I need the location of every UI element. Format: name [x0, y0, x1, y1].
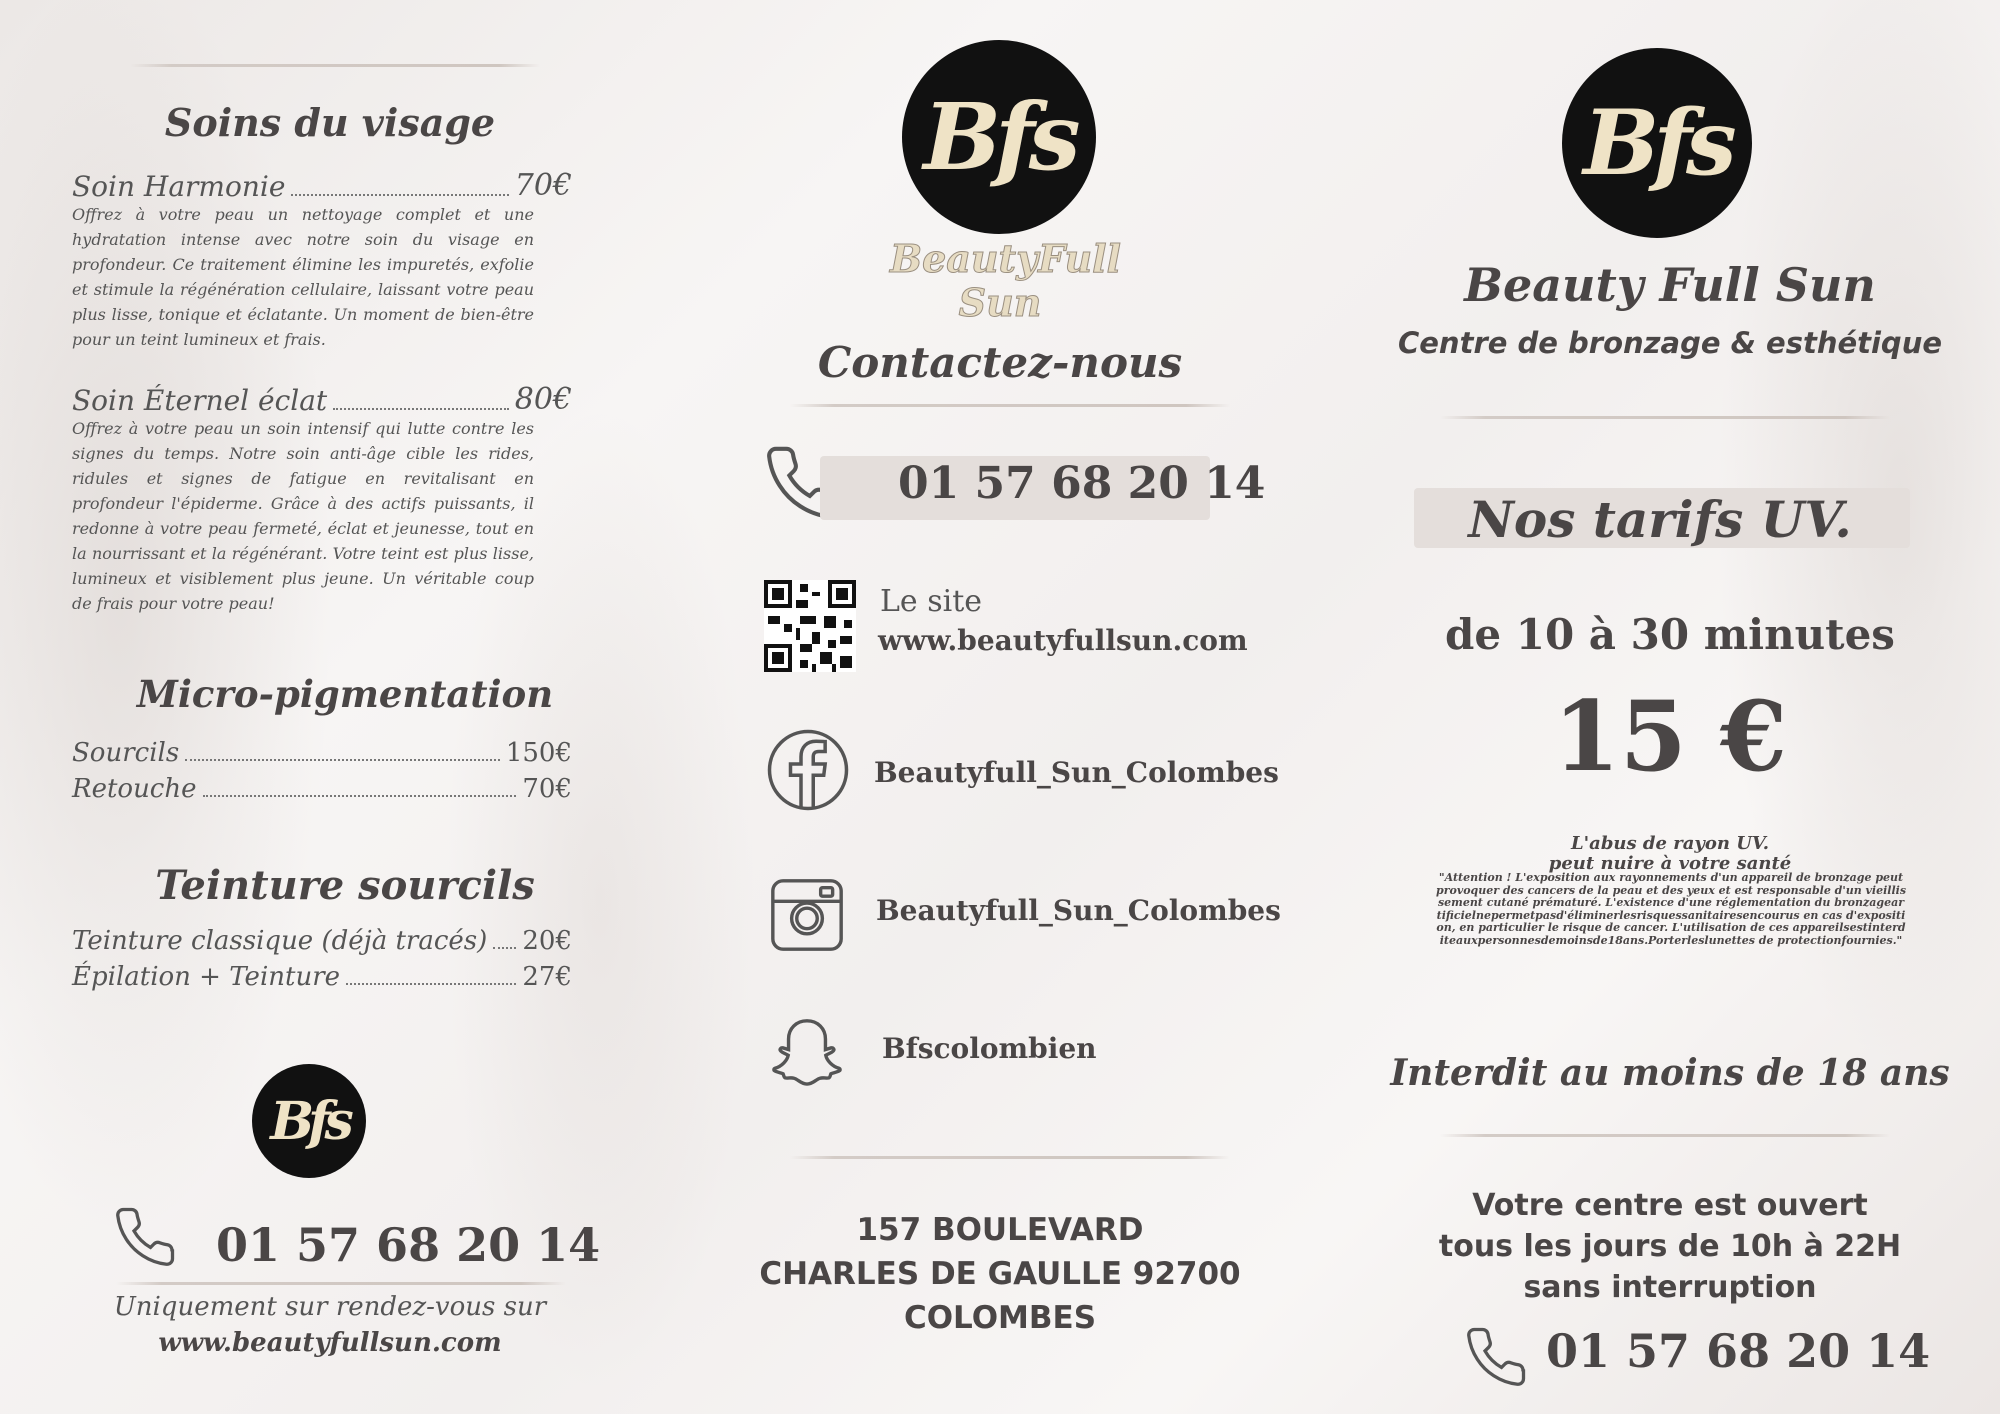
appointment-site[interactable]: www.beautyfullsun.com — [158, 1328, 502, 1358]
logo-subtitle-1: BeautyFull — [890, 236, 1121, 281]
warning-text: "Attention ! L'exposition aux rayonnements d'un appareil de bronzage peut provoquer des cancers de la peau et des yeux et est responsable d'un vieillissement cutané prématuré. L'existence d'une réglementation du bronzageartificielnepermetpasd'éliminerlesrisquessanitairesencourus en cas d'exposition, en particulier le risque de cancer. L'utilisation de ces appareilsestinterditeauxpersonnesdemoinsde18ans.Porterleslunettes de protectionfournies." — [1436, 871, 1907, 947]
facial-item-eternel — [72, 382, 572, 417]
dot-leader — [185, 759, 500, 761]
left-top-divider — [130, 64, 540, 67]
right-phone-number[interactable]: 01 57 68 20 14 — [1546, 1324, 1931, 1378]
hours-line-1: Votre centre est ouvert — [1472, 1188, 1868, 1223]
right-panel — [1340, 0, 2000, 1414]
address-line-1: 157 BOULEVARD — [856, 1212, 1144, 1248]
snapchat-handle[interactable]: Bfscolombien — [882, 1032, 1097, 1065]
logo-subtitle-2: Sun — [958, 280, 1042, 325]
tint-item-epilation — [72, 962, 572, 992]
left-phone-number[interactable]: 01 57 68 20 14 — [216, 1218, 601, 1272]
hours-line-2: tous les jours de 10h à 22H — [1438, 1229, 1902, 1264]
contact-title: Contactez-nous — [817, 338, 1183, 387]
item-price: 27€ — [522, 962, 572, 992]
middle-panel — [660, 0, 1340, 1414]
facial-desc-harmonie: Offrez à votre peau un nettoyage complet et une hydratation intense avec notre soin du visage en profondeur. Ce traitement élimine les impuretés, exfolie et stimule la régénération cellulaire, laissant votre peau plus lisse, tonique et éclatante. Un moment de bien-être pour un teint lumineux et frais. — [72, 205, 534, 349]
instagram-icon[interactable] — [766, 874, 848, 956]
dot-leader — [291, 194, 508, 196]
appointment-line: Uniquement sur rendez-vous sur — [113, 1292, 547, 1322]
micro-item-sourcils — [72, 738, 572, 768]
dot-leader — [493, 947, 516, 949]
middle-top-divider — [790, 404, 1230, 407]
logo-text: Bfs — [923, 83, 1075, 191]
warning-title-2: peut nuire à votre santé — [1548, 853, 1792, 874]
instagram-handle[interactable]: Beautyfull_Sun_Colombes — [876, 894, 1281, 927]
site-label: Le site — [880, 584, 983, 619]
left-logo — [252, 1064, 366, 1178]
snapchat-icon[interactable] — [764, 1014, 850, 1096]
logo-text: Bfs — [270, 1090, 348, 1152]
site-url[interactable]: www.beautyfullsun.com — [878, 624, 1248, 657]
middle-logo — [902, 40, 1096, 234]
address-line-3: COLOMBES — [903, 1300, 1097, 1336]
item-price: 80€ — [514, 382, 572, 417]
facial-title: Soins du visage — [164, 100, 496, 145]
hours-line-3: sans interruption — [1523, 1270, 1817, 1305]
tint-item-classique — [72, 926, 572, 956]
item-name: Soin Harmonie — [72, 170, 286, 203]
item-price: 20€ — [522, 926, 572, 956]
micro-title: Micro-pigmentation — [136, 672, 554, 716]
address-line-2: CHARLES DE GAULLE 92700 — [759, 1256, 1241, 1292]
facebook-icon[interactable] — [766, 728, 850, 812]
item-price: 150€ — [505, 738, 572, 768]
item-name: Épilation + Teinture — [72, 962, 341, 992]
micro-item-retouche — [72, 774, 572, 804]
item-price: 70€ — [522, 774, 572, 804]
warning-title-1: L'abus de rayon UV. — [1571, 833, 1769, 854]
right-top-divider — [1440, 416, 1890, 419]
item-name: Teinture classique (déjà tracés) — [72, 926, 488, 956]
left-panel — [0, 0, 660, 1414]
uv-price: 15 € — [1553, 680, 1787, 793]
left-phone-divider — [116, 1282, 566, 1285]
item-name: Retouche — [72, 774, 197, 804]
uv-duration: de 10 à 30 minutes — [1445, 610, 1895, 659]
right-bottom-divider — [1440, 1134, 1890, 1137]
phone-icon — [1462, 1324, 1530, 1390]
qr-code-icon[interactable] — [764, 580, 856, 672]
dot-leader — [333, 408, 509, 410]
dot-leader — [346, 983, 516, 985]
middle-phone-number[interactable]: 01 57 68 20 14 — [898, 458, 1266, 509]
brand-tagline: Centre de bronzage & esthétique — [1397, 326, 1943, 360]
right-logo — [1562, 48, 1752, 238]
middle-bottom-divider — [790, 1156, 1230, 1159]
facebook-handle[interactable]: Beautyfull_Sun_Colombes — [874, 756, 1279, 789]
item-name: Sourcils — [72, 738, 180, 768]
facial-desc-eternel: Offrez à votre peau un soin intensif qui lutte contre les signes du temps. Notre soin anti-âge cible les rides, ridules et signes de fatigue en revitalisant en profondeur l'épiderme. Grâce à des actifs puissants, il redonne à votre peau fermeté, éclat et jeunesse, tout en la nourrissant et la régénérant. Votre teint est plus lisse, lumineux et visiblement plus jeune. Un véritable coup de frais pour votre peau! — [72, 419, 534, 613]
age-notice: Interdit au moins de 18 ans — [1390, 1052, 1950, 1094]
item-price: 70€ — [514, 168, 572, 203]
logo-text: Bfs — [1583, 90, 1731, 196]
item-name: Soin Éternel éclat — [72, 384, 328, 417]
brand-name: Beauty Full Sun — [1464, 258, 1876, 312]
facial-item-harmonie — [72, 168, 572, 203]
tint-title: Teinture sourcils — [155, 862, 535, 909]
dot-leader — [203, 795, 517, 797]
uv-title: Nos tarifs UV. — [1468, 490, 1852, 549]
phone-icon — [110, 1204, 180, 1270]
